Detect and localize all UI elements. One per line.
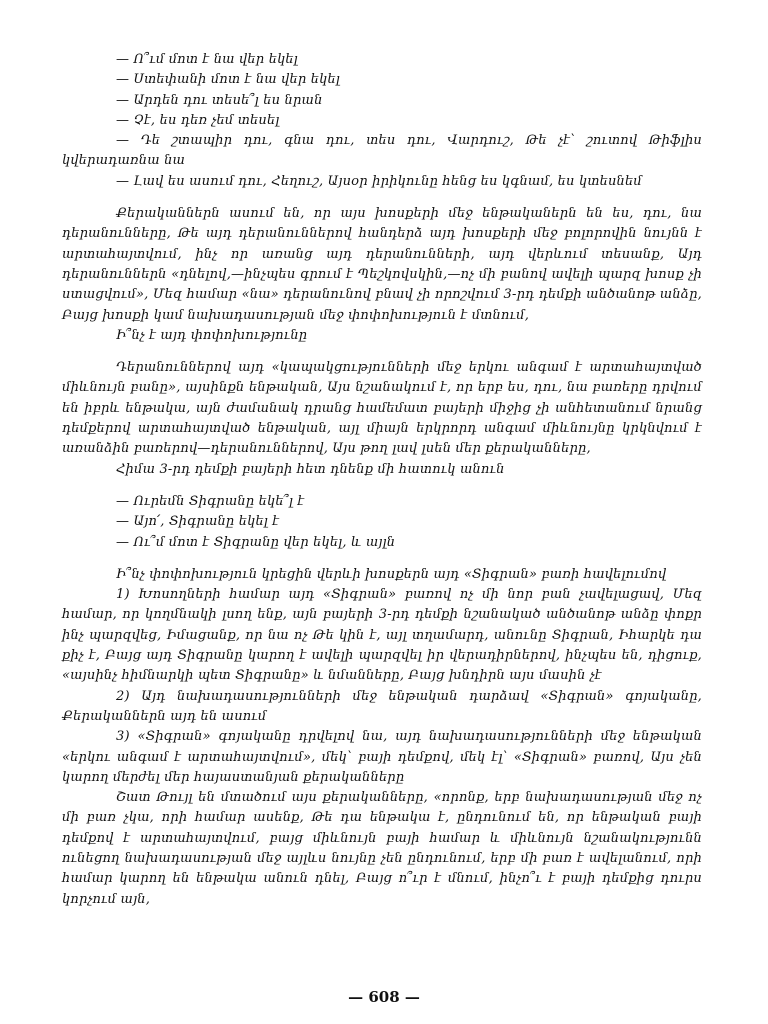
paragraph: — Ո՞ւմ մոտ է նա վեր եկել xyxy=(116,52,298,67)
paragraph: 3) «Տիգրան» գոյականը դրվելով նա, այդ նախադասությունների մեջ ենթական «երկու անգամ է արտահայտվում», մեկ՝ բայի դեմքով, մեկ էլ՝ «Տիգրան» բառով, Այս չեն կարող մերժել մեր հայաստանյան քերականները xyxy=(62,729,702,785)
paragraph: — Ու՞մ մոտ է Տիգրանը վեր եկել, և այլն xyxy=(116,534,396,550)
paragraph: — Ստեփանի մոտ է նա վեր եկել xyxy=(116,72,341,88)
paragraph: — Լավ ես ասում դու, Հեղուշ, Այսօր իրիկունը հենց ես կգնամ, ես կտեսնեմ xyxy=(116,173,642,189)
paragraph: Ի՞նչ է այդ փոփոխությունը xyxy=(116,327,308,343)
paragraph: Քերականներն ասում են, որ այս խոսքերի մեջ ենթականերն են ես, դու, նա դերանունները, Թե այդ դերանուններով հանդերձ այդ խոսքերի մեջ բոլորովին նույնն է արտահայտվում, ինչ որ առանց այդ դերանունների, այդ վերևում տեսանք, Այդ դերանուններն «դնելով,—ինչպես գրում է Պեշկովսկին,—ոչ մի բանով ավելի պարզ խոսք չի ստացվում», Մեզ համար «նա» դերանունով բնավ չի որոշվում 3-րդ դեմքի անծանոթ անձը, Բայց խոսքի կամ նախադասության մեջ փոփոխություն է մտնում, xyxy=(62,206,702,323)
paragraph: 2) Այդ նախադասությունների մեջ ենթական դարձավ «Տիգրան» գոյականը, Քերականներն այդ են ասում xyxy=(62,688,702,724)
paragraph: — Ուրեմն Տիգրանը եկե՞լ է xyxy=(116,493,305,509)
paragraph: Հիմա 3-րդ դեմքի բայերի հետ դնենք մի հատուկ անուն xyxy=(116,461,505,477)
paragraph: Շատ Թույլ են մտածում այս քերականները, «որոնք, երբ նախադասության մեջ ոչ մի բառ չկա, որի համար ասենք, Թե դա ենթակա է, ընդունում են, որ ենթական բայի դեմքով է արտահայտվում, բայց միևնույն բայի համար և միևնույն նշանակությունն ունեցող նախադասության մեջ այլևս նույնը չեն ընդունում, երբ մի բառ է ավելանում, որի համար կարող են ենթակա անուն դնել, Բայց ո՞ւր է մնում, ինչո՞ւ է բայի դեմքից դուրս կորչում այն, xyxy=(62,790,702,907)
paragraph: — Արդեն դու տեսե՞լ ես նրան xyxy=(116,92,323,108)
page-number: — 608 — xyxy=(348,988,420,1006)
paragraph: 1) Խոսողների համար այդ «Տիգրան» բառով ոչ մի նոր բան չավելացավ, Մեզ համար, որ կողմնակի լսող ենք, այն բայերի 3-րդ դեմքի նշանակած անծանոթ անձը փոքր ինչ պարզվեց, Իմացանք, որ նա ոչ Թե կին է, այլ տղամարդ, անունը Տիգրան, Իհարկե դա քիչ է, Բայց այդ Տիգրանը կարող է ավելի պարզվել իր վերադիրներով, ինչպես են, դիցուք, «այսինչ հիմնարկի պետ Տիգրանը» և նմանները, Բայց խնդիրն այս մասին չէ xyxy=(62,587,702,684)
paragraph: — Այո՛, Տիգրանը եկել է xyxy=(116,514,280,530)
paragraph: Դերանուններով այդ «կապակցությունների մեջ երկու անգամ է արտահայտված միևնույն բանը», այսինքն ենթական, Այս նշանակում է, որ երբ ես, դու, նա բառերը դրվում են իբրև ենթակա, այն ժամանակ դրանց համեմատ բայերի միջից չի անհետանում նրանց դեմքերով արտահայտված ենթական, այլ միայն երկրորդ անգամ միևնույնը կրկնվում է առանձին բառերով—դերանուններով, Այս թող լավ լսեն մեր քերականները, xyxy=(62,360,702,457)
paragraph: — Դե շտապիր դու, գնա դու, տես դու, Վարդուշ, Թե չէ՝ շուտով Թիֆլիս կվերադառնա նա xyxy=(62,133,702,169)
paragraph: Ի՞նչ փոփոխություն կրեցին վերևի խոսքերն այդ «Տիգրան» բառի հավելումով xyxy=(116,566,667,582)
paragraph: — Չէ, ես դեռ չեմ տեսել xyxy=(116,112,280,128)
body-text xyxy=(62,50,702,910)
